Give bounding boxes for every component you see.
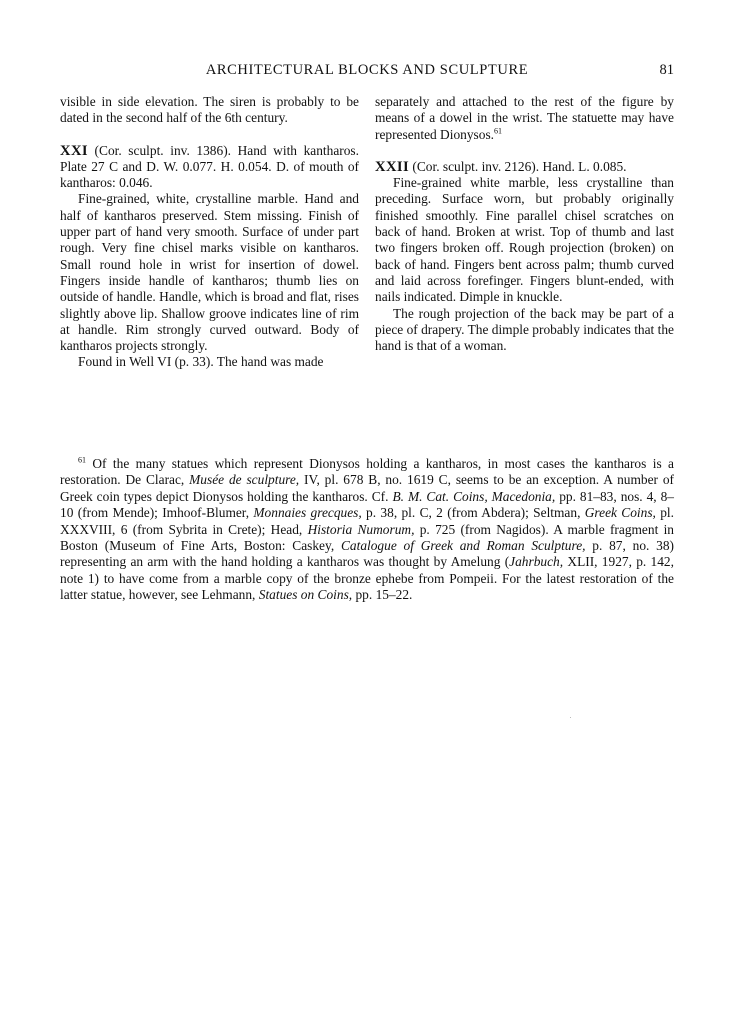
entry-xxii-number: XXII xyxy=(375,158,410,175)
entry-xxi-number: XXI xyxy=(60,142,88,159)
left-column xyxy=(60,94,359,371)
footnote-mark: 61 xyxy=(78,455,86,465)
footnote-text: pp. 81–83, nos. 4, 8–10 (from Mende); Imhoof-Blumer, xyxy=(60,488,674,521)
continued-paragraph-right xyxy=(375,94,674,143)
footnote-reference: 61 xyxy=(494,126,502,136)
footnote-text: p. 38, pl. C, 2 (from Abdera); Seltman, xyxy=(361,505,585,521)
footnote-citation: Jahrbuch, xyxy=(509,554,564,570)
footnote-citation: Statues on Coins, xyxy=(258,587,353,603)
footnote-text: p. 725 (from Nagidos). A marble fragment in Boston (Museum of Fine Arts, Boston: Caskey, xyxy=(60,521,674,554)
entry-xxi-found: Found in Well VI (p. 33). The hand was made xyxy=(78,354,324,370)
entry-xxi-description: Fine-grained, white, crystalline marble. Hand and half of kantharos preserved. Stem missing. Finish of upper part of hand very smooth. Surface of under part rough. Very fine chisel marks visible on kantharos. Small round hole in wrist for insertion of dowel. Fingers inside handle of kantharos; thumb lies on outside of handle. Handle, which is broad and flat, rises slightly above lip. Shallow groove indicates line of rim at handle. Rim strongly curved outward. Body of kantharos projects strongly. xyxy=(60,191,359,354)
continuation-text: separately and attached to the rest of the figure by means of a dowel in the wrist. The statuette may have represented Dionysos. xyxy=(375,94,674,142)
footnote-citation: Monnaies grecques, xyxy=(253,505,362,521)
entry-xxii-comment: The rough projection of the back may be part of a piece of drapery. The dimple probably indicates that the hand is that of a woman. xyxy=(375,305,674,354)
entry-xxii-header-text: (Cor. sculpt. inv. 2126). Hand. L. 0.085. xyxy=(409,158,627,174)
footnote xyxy=(60,456,674,604)
footnote-61 xyxy=(60,456,674,604)
footnote-text: IV, pl. 678 B, no. 1619 C, seems to be an exception. A number of Greek coin types depict Dionysos holding the kantharos. Cf. xyxy=(60,472,675,504)
footnote-text: Of the many statues which represent Dionysos holding a kantharos, in most cases the kantharos is a restoration. De Clarac, xyxy=(60,456,674,488)
entry-xxii-description: Fine-grained white marble, less crystalline than preceding. Surface worn, but probably originally finished smoothly. Fine parallel chisel scratches on back of hand. Broken at wrist. Top of thumb and last two fingers broken off. Rough projection (broken) on back of hand. Fingers bent across palm; thumb curved and laid across forefinger. Fingers blunt-ended, with nails indicated. Dimple in knuckle. xyxy=(375,175,674,305)
footnote-text: pl. XXXVIII, 6 (from Sybrita in Crete); Head, xyxy=(60,505,674,537)
running-head xyxy=(60,62,674,80)
page-number: 81 xyxy=(659,62,674,78)
footnote-citation: Catalogue of Greek and Roman Sculpture, xyxy=(340,538,586,554)
footnote-citation: Greek Coins, xyxy=(584,505,656,521)
entry-xxi-header-text: (Cor. sculpt. inv. 1386). Hand with kantharos. Plate 27 C and D. W. 0.077. H. 0.054. D. of mouth of kantharos: 0.046. xyxy=(60,142,359,191)
footnote-citation: Musée de sculpture, xyxy=(189,472,300,488)
entry-xxii-header xyxy=(375,159,674,175)
footnote-citation: Historia Numorum, xyxy=(307,521,415,537)
paper-speck xyxy=(570,717,571,718)
entry-xxi-header xyxy=(60,143,359,192)
running-head-title: ARCHITECTURAL BLOCKS AND SCULPTURE xyxy=(205,62,529,78)
footnote-text: pp. 15–22. xyxy=(352,587,413,603)
footnote-citation: B. M. Cat. Coins, Macedonia, xyxy=(392,488,556,504)
footnote-text: p. 87, no. 38) representing an arm with the hand holding a kantharos was thought by Amelung ( xyxy=(60,538,675,570)
continued-paragraph: visible in side elevation. The siren is probably to be dated in the second half of the 6th century. xyxy=(60,94,359,126)
footnote-text: XLII, 1927, p. 142, note 1) to have come from a marble copy of the bronze ephebe from Pompeii. For the latest restoration of the latter statue, however, see Lehmann, xyxy=(60,554,674,603)
right-column xyxy=(375,94,674,354)
